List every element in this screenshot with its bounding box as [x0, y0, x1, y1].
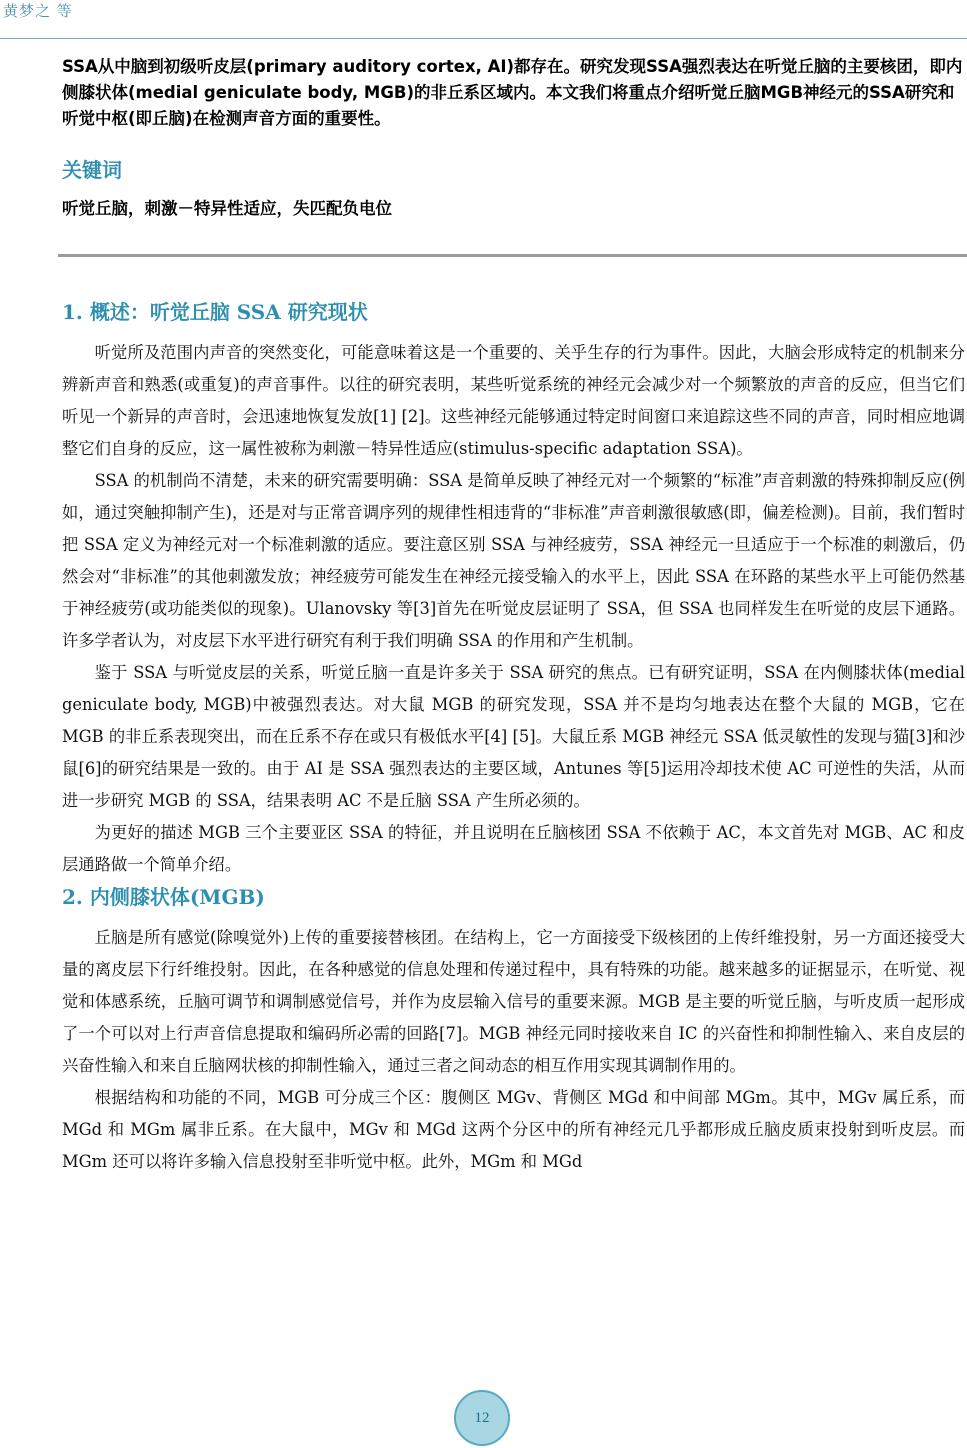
body-text	[62, 296, 965, 1178]
keywords-heading: 关键词	[62, 158, 122, 182]
page-number: 12	[474, 1409, 490, 1426]
keywords-text: 听觉丘脑，刺激－特异性适应，失匹配负电位	[62, 199, 392, 218]
section-1-paragraph: SSA 的机制尚不清楚，未来的研究需要明确：SSA 是简单反映了神经元对一个频繁的“标准”声音刺激的特殊抑制反应(例如，通过突触抑制产生)，还是对与正常音调序列的规律性相违背的“非标准”声音刺激很敏感(即，偏差检测)。目前，我们暂时把 SSA 定义为神经元对一个标准刺激的适应。要注意区别 SSA 与神经疲劳，SSA 神经元一旦适应于一个标准的刺激后，仍然会对“非标准”的其他刺激发放；神经疲劳可能发生在神经元接受输入的水平上，因此 SSA 在环路的某些水平上可能仍然基于神经疲劳(或功能类似的现象)。Ulanovsky 等[3]首先在听觉皮层证明了 SSA，但 SSA 也同样发生在听觉的皮层下通路。许多学者认为，对皮层下水平进行研究有利于我们明确 SSA 的作用和产生机制。	[62, 471, 965, 650]
header-rule	[0, 38, 967, 39]
abstract-text: SSA从中脑到初级听皮层(primary auditory cortex, AI)都存在。研究发现SSA强烈表达在听觉丘脑的主要核团，即内侧膝状体(medial geniculate body, MGB)的非丘系区域内。本文我们将重点介绍听觉丘脑MGB神经元的SSA研究和听觉中枢(即丘脑)在检测声音方面的重要性。	[62, 57, 963, 128]
abstract-block	[62, 54, 965, 219]
section-1-title: 1. 概述：听觉丘脑 SSA 研究现状	[62, 300, 368, 324]
page-number-badge	[454, 1390, 510, 1446]
section-2-title: 2. 内侧膝状体(MGB)	[62, 885, 265, 909]
section-1-paragraph: 鉴于 SSA 与听觉皮层的关系，听觉丘脑一直是许多关于 SSA 研究的焦点。已有研究证明，SSA 在内侧膝状体(medial geniculate body, MGB)中被强烈表达。对大鼠 MGB 的研究发现，SSA 并不是均匀地表达在整个大鼠的 MGB，它在 MGB 的非丘系表现突出，而在丘系不存在或只有极低水平[4] [5]。大鼠丘系 MGB 神经元 SSA 低灵敏性的发现与猫[3]和沙鼠[6]的研究结果是一致的。由于 AI 是 SSA 强烈表达的主要区域，Antunes 等[5]运用冷却技术使 AC 可逆性的失活，从而进一步研究 MGB 的 SSA，结果表明 AC 不是丘脑 SSA 产生所必须的。	[62, 663, 965, 810]
section-2-paragraph: 丘脑是所有感觉(除嗅觉外)上传的重要接替核团。在结构上，它一方面接受下级核团的上传纤维投射，另一方面还接受大量的离皮层下行纤维投射。因此，在各种感觉的信息处理和传递过程中，具有特殊的功能。越来越多的证据显示，在听觉、视觉和体感系统，丘脑可调节和调制感觉信号，并作为皮层输入信号的重要来源。MGB 是主要的听觉丘脑，与听皮质一起形成了一个可以对上行声音信息提取和编码所必需的回路[7]。MGB 神经元同时接收来自 IC 的兴奋性和抑制性输入、来自皮层的兴奋性输入和来自丘脑网状核的抑制性输入，通过三者之间动态的相互作用实现其调制作用的。	[62, 928, 965, 1075]
section-2-paragraph: 根据结构和功能的不同，MGB 可分成三个区：腹侧区 MGv、背侧区 MGd 和中间部 MGm。其中，MGv 属丘系，而 MGd 和 MGm 属非丘系。在大鼠中，MGv 和 MGd 这两个分区中的所有神经元几乎都形成丘脑皮质束投射到听皮层。而 MGm 还可以将许多输入信息投射至非听觉中枢。此外，MGm 和 MGd	[62, 1088, 965, 1171]
section-1-paragraph: 听觉所及范围内声音的突然变化，可能意味着这是一个重要的、关乎生存的行为事件。因此，大脑会形成特定的机制来分辨新声音和熟悉(或重复)的声音事件。以往的研究表明，某些听觉系统的神经元会减少对一个频繁放的声音的反应，但当它们听见一个新异的声音时，会迅速地恢复发放[1] [2]。这些神经元能够通过特定时间窗口来追踪这些不同的声音，同时相应地调整它们自身的反应，这一属性被称为刺激－特异性适应(stimulus-specific adaptation SSA)。	[62, 343, 965, 458]
section-1-paragraph: 为更好的描述 MGB 三个主要亚区 SSA 的特征，并且说明在丘脑核团 SSA 不依赖于 AC，本文首先对 MGB、AC 和皮层通路做一个简单介绍。	[62, 823, 965, 874]
running-head: 黄梦之 等	[3, 2, 73, 20]
section-separator	[58, 254, 967, 257]
